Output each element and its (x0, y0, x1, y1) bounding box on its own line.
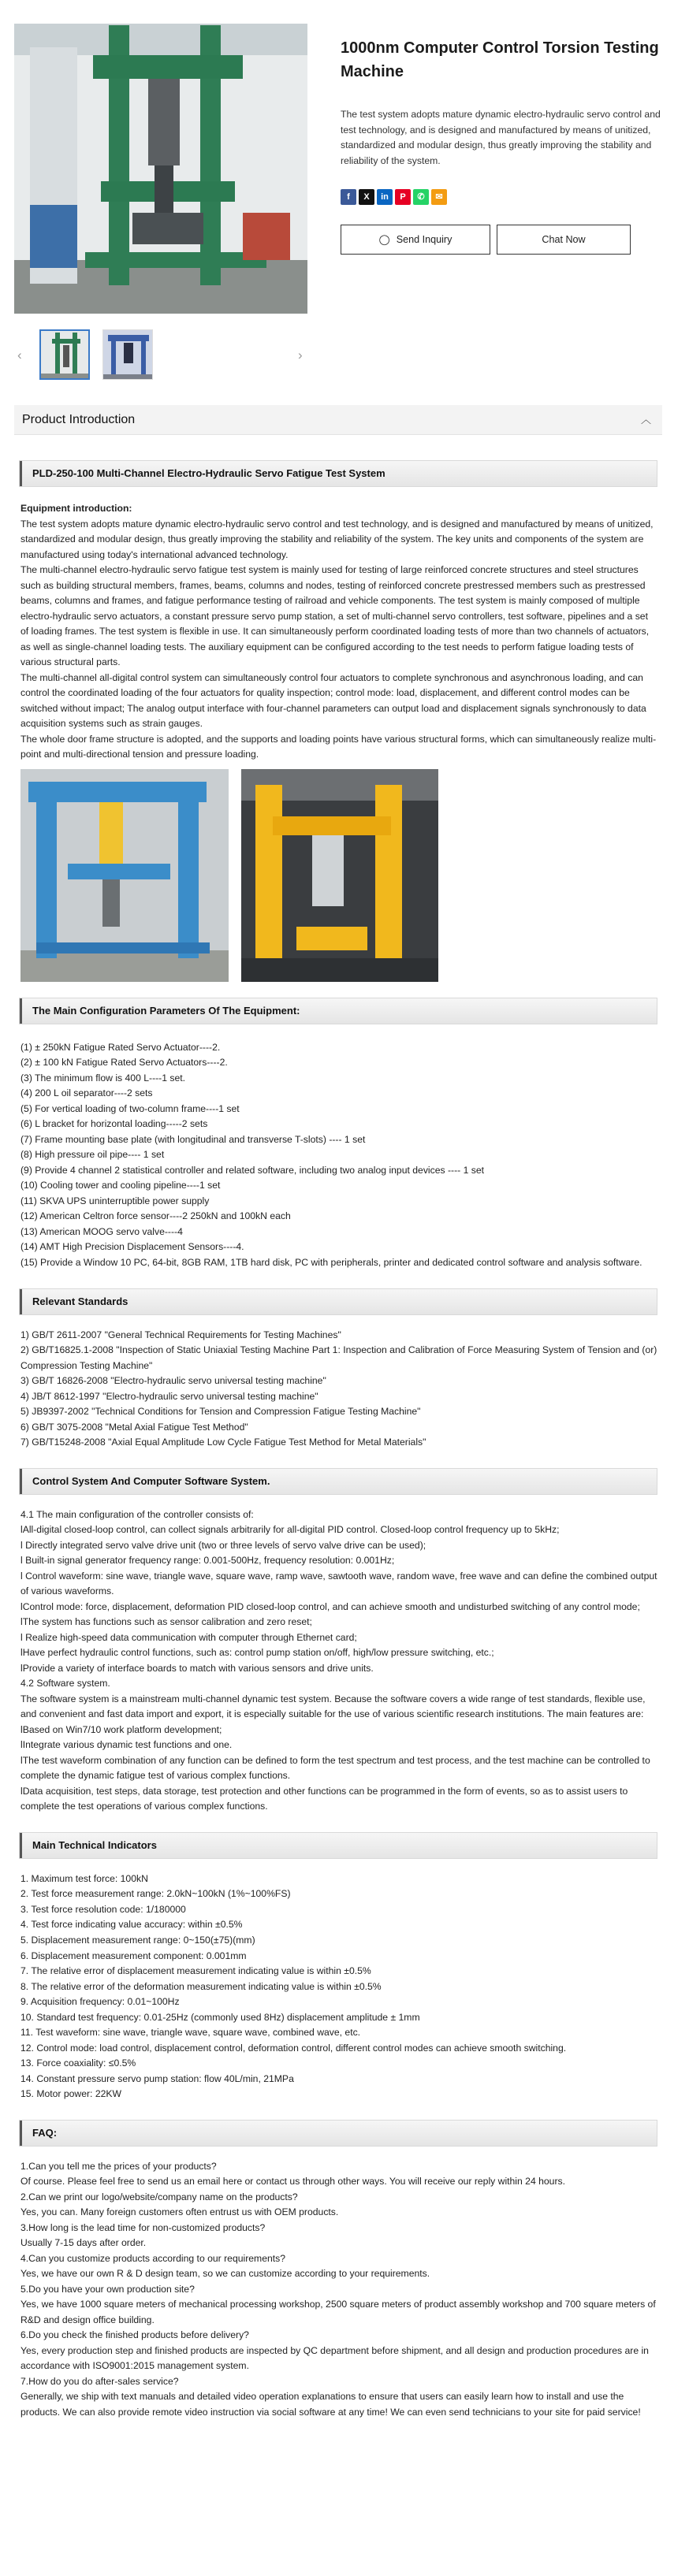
list-item: lThe test waveform combination of any function can be defined to form the test spectrum and test process, and the test machine can be controlled to complete the dynamic fatigue test of various complex functions. (20, 1754, 650, 1782)
list-item: (10) Cooling tower and cooling pipeline----1 set (20, 1180, 221, 1191)
share-icons (341, 189, 449, 205)
product-photos (20, 769, 657, 982)
list-item: (1) ± 250kN Fatigue Rated Servo Actuator----2. (20, 1041, 221, 1053)
faq-answer: Yes, every production step and finished products are inspected by QC department before shipment, and all design and production procedures are in accordance with ISO9001:2015 management system. (20, 2344, 649, 2372)
faq-question: 5.Do you have your own production site? (20, 2283, 195, 2295)
list-item: (5) For vertical loading of two-column frame----1 set (20, 1102, 240, 1114)
faq-question: 3.How long is the lead time for non-customized products? (20, 2221, 266, 2233)
list-item: (8) High pressure oil pipe---- 1 set (20, 1149, 165, 1161)
eq-paragraph: The multi-channel all-digital control system can simultaneously control four actuators to complete synchronous and asynchronous loading, and can control the coordinated loading of the four actuators for quality inspection; control mode: load, displacement, and different control modes can be switched without impact; The analog output interface with four-channel parameters can output load and displacement signals synchronously to data acquisition systems such as strain gauges. (20, 671, 646, 730)
chat-now-label: Chat Now (542, 234, 586, 245)
control-system-text (20, 1507, 657, 1815)
thumbnail-carousel (14, 329, 307, 381)
list-item: 12. Control mode: load control, displacement control, deformation control, different control modes can achieve smooth switching. (20, 2042, 567, 2054)
list-item: (15) Provide a Window 10 PC, 64-bit, 8GB RAM, 1TB hard disk, PC with peripherals, printer and dedicated control software and analysis software. (20, 1256, 642, 1268)
section-title-standards: Relevant Standards (19, 1288, 657, 1315)
list-item: lBased on Win7/10 work platform development; (20, 1723, 222, 1735)
equipment-label: Equipment introduction: (20, 503, 132, 514)
list-item: 13. Force coaxiality: ≤0.5% (20, 2057, 136, 2069)
section-title-control: Control System And Computer Software System. (19, 1468, 657, 1495)
faq-question: 4.Can you customize products according to our requirements? (20, 2252, 286, 2264)
list-item: The software system is a mainstream multi-channel dynamic test system. Because the software covers a wide range of test standards, flexible use, and convenient and fast data import and export, it is especially suitable for the use of various scientific research institutions. The main features are: (20, 1693, 646, 1720)
list-item: 9. Acquisition frequency: 0.01~100Hz (20, 1996, 180, 2008)
photo-blue-frame (20, 769, 229, 982)
list-item: (2) ± 100 kN Fatigue Rated Servo Actuators----2. (20, 1057, 228, 1069)
section-heading: Product Introduction (22, 413, 136, 426)
chevron-left-icon[interactable]: ‹ (17, 348, 22, 362)
send-inquiry-label: Send Inquiry (396, 234, 453, 245)
section-title-config: The Main Configuration Parameters Of The Equipment: (19, 998, 657, 1024)
section-title-faq: FAQ: (19, 2120, 657, 2147)
list-item: l Built-in signal generator frequency range: 0.001-500Hz, frequency resolution: 0.001Hz; (20, 1555, 395, 1567)
thumbnail-2[interactable] (102, 329, 153, 380)
faq-answer: Yes, we have 1000 square meters of mechanical processing workshop, 2500 square meters of product assembly workshop and 700 square meters of R&D and design office building. (20, 2299, 656, 2325)
linkedin-icon[interactable]: in (377, 189, 393, 205)
list-item: 4. Test force indicating value accuracy: within ±0.5% (20, 1919, 243, 1931)
list-item: lThe system has functions such as sensor calibration and zero reset; (20, 1616, 312, 1628)
list-item: 7. The relative error of displacement measurement indicating value is within ±0.5% (20, 1965, 371, 1977)
faq-answer: Usually 7-15 days after order. (20, 2237, 147, 2249)
faq-question: 7.How do you do after-sales service? (20, 2375, 179, 2387)
send-inquiry-button[interactable] (341, 225, 490, 255)
list-item: (3) The minimum flow is 400 L----1 set. (20, 1072, 186, 1084)
section-title-indicators: Main Technical Indicators (19, 1832, 657, 1859)
product-title: 1000nm Computer Control Torsion Testing Machine (341, 39, 659, 80)
faq-answer: Of course. Please feel free to send us an email here or contact us through other ways. You will receive our reply within 24 hours. (20, 2176, 565, 2188)
email-icon[interactable]: ✉ (431, 189, 447, 205)
list-item: 3. Test force resolution code: 1/180000 (20, 1903, 186, 1915)
eq-paragraph: The test system adopts mature dynamic electro-hydraulic servo control and test technology, and is designed and manufactured by means of unitized, standardized and modular design, thus greatly improving the stability and reliability of the system. The key units and components of the system are manufactured using today's international advanced technology. (20, 518, 654, 560)
whatsapp-icon[interactable]: ✆ (413, 189, 429, 205)
list-item: 3) GB/T 16826-2008 "Electro-hydraulic servo universal testing machine" (20, 1375, 326, 1387)
list-item: 5) JB9397-2002 "Technical Conditions for Tension and Compression Fatigue Testing Machine" (20, 1406, 421, 1418)
photo-yellow-frame (241, 769, 438, 982)
faq-answer: Yes, you can. Many foreign customers often entrust us with OEM products. (20, 2206, 339, 2218)
list-item: (13) American MOOG servo valve----4 (20, 1225, 183, 1237)
chat-now-button[interactable] (497, 225, 631, 255)
list-item: 1. Maximum test force: 100kN (20, 1872, 148, 1884)
facebook-icon[interactable]: f (341, 189, 356, 205)
list-item: 5. Displacement measurement range: 0~150(±75)(mm) (20, 1935, 255, 1946)
list-item: lIntegrate various dynamic test functions and one. (20, 1739, 233, 1751)
list-item: lControl mode: force, displacement, deformation PID closed-loop control, and can achieve smooth and undisturbed switching of any control mode; (20, 1600, 640, 1612)
list-item: 10. Standard test frequency: 0.01-25Hz (commonly used 8Hz) displacement amplitude ± 1mm (20, 2011, 420, 2023)
message-icon: ◯ (378, 234, 390, 245)
list-item: 1) GB/T 2611-2007 "General Technical Requirements for Testing Machines" (20, 1329, 341, 1340)
list-item: 11. Test waveform: sine wave, triangle wave, square wave, combined wave, etc. (20, 2027, 361, 2039)
list-item: (4) 200 L oil separator----2 sets (20, 1087, 153, 1099)
product-description: The test system adopts mature dynamic electro-hydraulic servo control and test technology, and is designed and manufactured by means of unitized, standardized and modular design, thus greatly improving the stability and reliability of the system. (341, 109, 661, 166)
faq-list (20, 2159, 657, 2421)
faq-question: 2.Can we print our logo/website/company name on the products? (20, 2191, 298, 2202)
list-item: 4.2 Software system. (20, 1678, 110, 1689)
main-product-image[interactable] (14, 24, 307, 314)
standards-list (20, 1328, 657, 1451)
list-item: 14. Constant pressure servo pump station: flow 40L/min, 21MPa (20, 2072, 294, 2084)
thumbnail-1[interactable] (39, 329, 90, 380)
faq-question: 1.Can you tell me the prices of your products? (20, 2160, 217, 2172)
indicators-list (20, 1872, 657, 2102)
eq-paragraph: The multi-channel electro-hydraulic servo fatigue test system is mainly used for testing of large reinforced concrete structures and steel structures such as building structural members, frames, beams, columns and nodes, testing of reinforced concrete prestressed members such as prestressed beams, columns and frames, and fatigue performance testing of railroad and vehicle components. The test system is mainly composed of multiple electro-hydraulic servo actuators, a constant pressure servo pump station, a set of multi-channel servo controllers, test software, pipelines and a set of loading frames. The test system is flexible in use. It can simultaneously perform coordinated loading tests of more than two channels of actuators, as well as single-channel loading tests. The auxiliary equipment can be configured according to the test needs to perform fatigue loading tests of various structural parts. (20, 564, 650, 668)
faq-question: 6.Do you check the finished products before delivery? (20, 2329, 249, 2341)
config-list (20, 1040, 657, 1271)
list-item: (6) L bracket for horizontal loading-----2 sets (20, 1118, 208, 1130)
list-item: 7) GB/T15248-2008 "Axial Equal Amplitude Low Cycle Fatigue Test Method for Metal Materials" (20, 1437, 426, 1448)
pinterest-icon[interactable]: P (395, 189, 411, 205)
list-item: 4) JB/T 8612-1997 "Electro-hydraulic servo universal testing machine" (20, 1390, 318, 1402)
chevron-up-icon[interactable]: ︿ (640, 414, 651, 426)
list-item: (9) Provide 4 channel 2 statistical controller and related software, including two analog input devices ---- 1 set (20, 1164, 485, 1176)
list-item: 2) GB/T16825.1-2008 "Inspection of Static Uniaxial Testing Machine Part 1: Inspection and Calibration of Force Measuring System of Tension and (or) Compression Testing Machine" (20, 1344, 657, 1371)
list-item: 2. Test force measurement range: 2.0kN~100kN (1%~100%FS) (20, 1888, 291, 1900)
faq-answer: Yes, we have our own R & D design team, so we can customize according to your requirements. (20, 2268, 430, 2280)
faq-answer: Generally, we ship with text manuals and detailed video operation explanations to ensure that users can easily learn how to install and use the products. We can also provide remote video instruction via social software at any time! We can even send technicians to your site for paid service! (20, 2391, 641, 2418)
section-title-model: PLD-250-100 Multi-Channel Electro-Hydraulic Servo Fatigue Test System (19, 460, 657, 487)
list-item: lProvide a variety of interface boards to match with various sensors and drive units. (20, 1662, 374, 1674)
product-introduction-header[interactable] (14, 405, 662, 435)
product-introduction-content (20, 444, 657, 2420)
list-item: l Directly integrated servo valve drive unit (two or three levels of servo valve drive can be used); (20, 1539, 426, 1551)
list-item: lData acquisition, test steps, data storage, test protection and other functions can be programmed in the form of events, so as to assist users to complete the test operations of various complex functions. (20, 1785, 628, 1812)
equipment-introduction (20, 501, 657, 763)
list-item: (7) Frame mounting base plate (with longitudinal and transverse T-slots) ---- 1 set (20, 1133, 366, 1145)
product-top (0, 0, 689, 410)
list-item: 8. The relative error of the deformation measurement indicating value is within ±0.5% (20, 1980, 382, 1992)
eq-paragraph: The whole door frame structure is adopted, and the supports and loading points have various structural forms, which can simultaneously realize multi-point and multi-directional tension and pressure loading. (20, 733, 657, 760)
list-item: 4.1 The main configuration of the controller consists of: (20, 1508, 254, 1520)
list-item: 6) GB/T 3075-2008 "Metal Axial Fatigue Test Method" (20, 1421, 248, 1433)
list-item: l Control waveform: sine wave, triangle wave, square wave, ramp wave, sawtooth wave, random wave, free wave and can define the combined output of various waveforms. (20, 1570, 657, 1597)
list-item: (12) American Celtron force sensor----2 250kN and 100kN each (20, 1210, 291, 1222)
chevron-right-icon[interactable]: › (298, 348, 303, 362)
list-item: (11) SKVA UPS uninterruptible power supply (20, 1195, 210, 1206)
list-item: 6. Displacement measurement component: 0.001mm (20, 1950, 247, 1961)
list-item: (14) AMT High Precision Displacement Sensors----4. (20, 1241, 244, 1253)
list-item: l Realize high-speed data communication with computer through Ethernet card; (20, 1631, 357, 1643)
list-item: 15. Motor power: 22KW (20, 2088, 122, 2100)
x-icon[interactable]: X (359, 189, 374, 205)
list-item: lAll-digital closed-loop control, can collect signals arbitrarily for all-digital PID control. Closed-loop control frequency up to 5kHz; (20, 1524, 560, 1536)
list-item: lHave perfect hydraulic control functions, such as: control pump station on/off, high/low pressure switching, etc.; (20, 1647, 494, 1659)
